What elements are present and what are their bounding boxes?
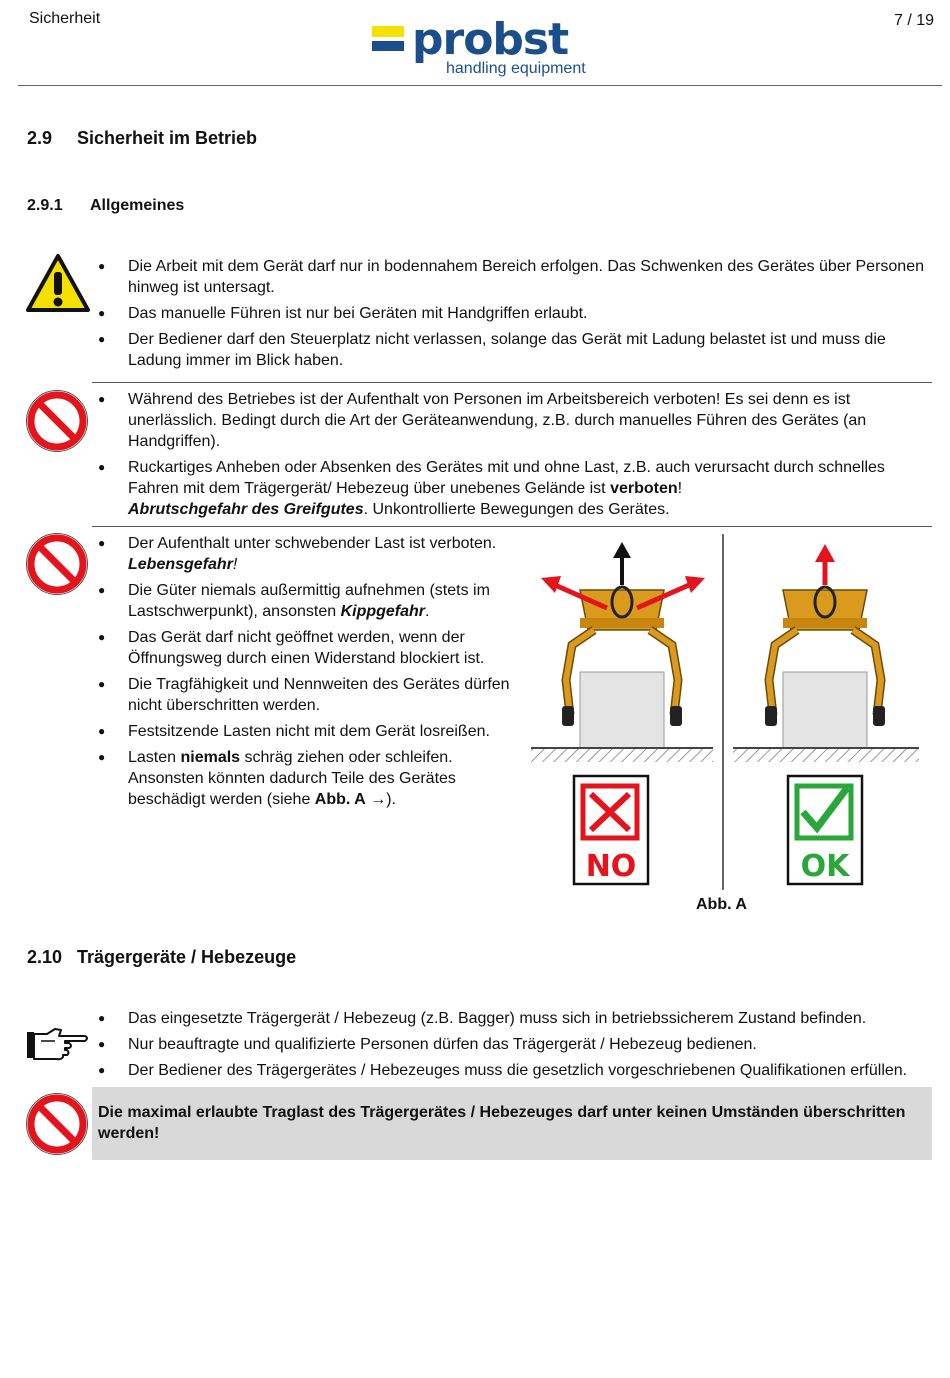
gripper-wrong [562, 587, 682, 748]
probst-logo [372, 14, 600, 80]
list-general-rules [92, 256, 932, 376]
no-sign [574, 776, 648, 884]
list-item: ● Der Bediener darf den Steuerplatz nicht verlassen, solange das Gerät mit Ladung belastet ist und muss die Ladung immer im Blick haben. [92, 329, 932, 371]
figure-lifting-diagram [525, 530, 925, 890]
list-carrier-rules [92, 1008, 942, 1086]
list-item: ● Ruckartiges Anheben oder Absenken des Gerätes mit und ohne Last, z.B. auch verursacht durch schnelles Fahren mit dem Trägergerät/ Hebezeug über unebenes Gelände ist verboten! Abrutschgefahr des Greifgutes. Unkontrollierte Bewegungen des Gerätes. [92, 457, 902, 520]
list-item: ● Nur beauftragte und qualifizierte Personen dürfen das Trägergerät / Hebezeug bedienen. [92, 1034, 942, 1055]
ok-label: OK [800, 849, 850, 884]
logo-wordmark: probst [412, 14, 569, 65]
no-label: NO [585, 849, 637, 884]
list-item: ● Das manuelle Führen ist nur bei Geräten mit Handgriffen erlaubt. [92, 303, 932, 324]
ok-sign [788, 776, 862, 884]
pointing-hand-icon [25, 1026, 91, 1062]
prohibition-icon [25, 389, 89, 453]
list-item: ● Der Aufenthalt unter schwebender Last ist verboten. Lebensgefahr! [92, 533, 512, 575]
list-operation-rules [92, 389, 902, 525]
logo-subtitle: handling equipment [446, 60, 586, 77]
heading-2-9-1: 2.9.1 Allgemeines [27, 197, 185, 214]
prohibition-icon [25, 1092, 89, 1156]
list-load-rules [92, 533, 512, 815]
header-section-title: Sicherheit [29, 10, 101, 27]
list-item: ● Die Güter niemals außermittig aufnehmen (stets im Lastschwerpunkt), ansonsten Kippgefahr. [92, 580, 512, 622]
list-item: ● Während des Betriebes ist der Aufenthalt von Personen im Arbeitsbereich verboten! Es sei denn es ist unerlässlich. Bedingt durch die Art der Geräteanwendung, z.B. durch manuelles Führen des Gerätes (an Handgriffen). [92, 389, 902, 452]
figure-caption: Abb. A [696, 896, 747, 913]
prohibition-icon [25, 532, 89, 596]
page-number: 7 / 19 [893, 12, 934, 29]
warning-triangle-icon [25, 253, 91, 313]
divider [92, 526, 932, 527]
divider [92, 382, 932, 383]
list-item: ● Das eingesetzte Trägergerät / Hebezeug (z.B. Bagger) muss sich in betriebssicherem Zustand befinden. [92, 1008, 942, 1029]
max-load-warning-box: Die maximal erlaubte Traglast des Trägergerätes / Hebezeuges darf unter keinen Umständen überschritten werden! [92, 1087, 932, 1160]
heading-2-9: 2.9 Sicherheit im Betrieb [27, 128, 258, 148]
heading-2-10: 2.10 Trägergeräte / Hebezeuge [27, 947, 297, 967]
list-item: ● Das Gerät darf nicht geöffnet werden, wenn der Öffnungsweg durch einen Widerstand blockiert ist. [92, 627, 512, 669]
list-item: ● Der Bediener des Trägergerätes / Hebezeuges muss die gesetzlich vorgeschriebenen Qualifikationen erfüllen. [92, 1060, 942, 1081]
list-item: ● Lasten niemals schräg ziehen oder schleifen. Ansonsten könnten dadurch Teile des Gerätes beschädigt werden (siehe Abb. A →). [92, 747, 512, 810]
list-item: ● Festsitzende Lasten nicht mit dem Gerät losreißen. [92, 721, 512, 742]
list-item: ● Die Tragfähigkeit und Nennweiten des Gerätes dürfen nicht überschritten werden. [92, 674, 512, 716]
header-divider [18, 85, 942, 86]
list-item: ● Die Arbeit mit dem Gerät darf nur in bodennahem Bereich erfolgen. Das Schwenken des Gerätes über Personen hinweg ist untersagt. [92, 256, 932, 298]
gripper-correct [765, 587, 885, 748]
